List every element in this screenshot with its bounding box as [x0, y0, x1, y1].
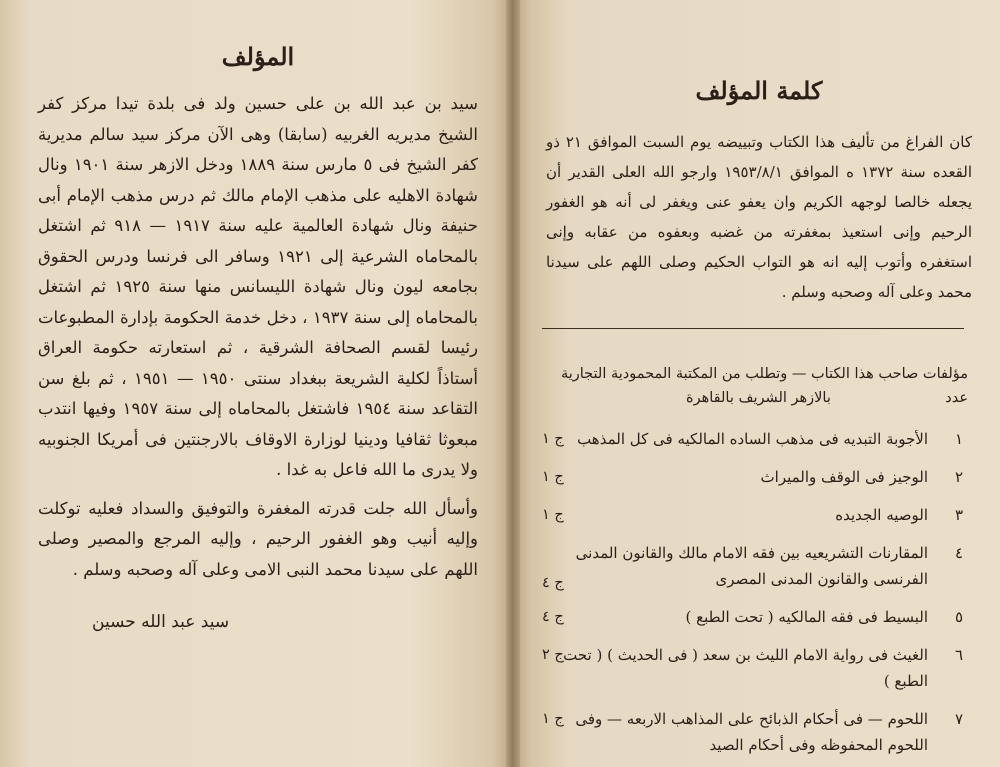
right-page-heading: كلمة المؤلف [695, 76, 823, 105]
list-item [536, 636, 968, 700]
author-signature: سيد عبد الله حسين [92, 612, 230, 632]
work-number: ٧ [954, 710, 964, 728]
book-gutter [506, 0, 520, 767]
work-volumes: ج ١ [542, 469, 564, 485]
work-volumes: ج ٢ [542, 647, 564, 663]
works-intro-line1: مؤلفات صاحب هذا الكتاب — وتطلب من المكتبة المحمودية التجارية [560, 366, 968, 382]
list-item [536, 598, 968, 636]
work-title: الأجوبة التبديه فى مذهب الساده المالكيه فى كل المذهب [577, 430, 928, 448]
list-item [536, 496, 968, 534]
work-volumes: ج ١ [542, 711, 564, 727]
work-title: المقارنات التشريعيه بين فقه الامام مالك والقانون المدنى الفرنسى والقانون المدنى المصرى [575, 544, 928, 588]
author-biography [38, 89, 478, 585]
work-number: ١ [954, 430, 964, 448]
list-item [536, 534, 968, 598]
works-list-section [536, 362, 968, 764]
work-volumes: ج ١ [542, 431, 564, 447]
works-intro-row [536, 386, 968, 410]
list-item [536, 420, 968, 458]
work-number: ٢ [954, 468, 964, 486]
works-intro-line2: بالازهر الشريف بالقاهرة [686, 390, 831, 406]
work-volumes: ج ٤ [542, 575, 564, 591]
works-intro [536, 362, 968, 410]
work-title: الوصيه الجديده [835, 506, 928, 524]
work-number: ٣ [954, 506, 964, 524]
list-item [536, 700, 968, 764]
work-number: ٥ [954, 608, 964, 626]
work-volumes: ج ٤ [542, 609, 564, 625]
work-title: الغيث فى رواية الامام الليث بن سعد ( فى الحديث ) ( تحت الطبع ) [563, 646, 928, 690]
author-word [546, 127, 972, 307]
author-word-paragraph: كان الفراغ من تأليف هذا الكتاب وتبييضه يوم السبت الموافق ٢١ ذو القعده سنة ١٣٧٢ ه الموافق ١٩٥٣/٨/١ وارجو الله العلى القدير أن يجعله خالصا لوجهه الكريم وان يعفو عنى ويغفر لى أنه هو الغفور الرحيم وإنى استعيذ بمغفرته من غضبه وبعفوه من عقابه وإنى استغفره وأتوب إليه انه هو التواب الحكيم وصلى اللهم على سيدنا محمد وعلى آله وصحبه وسلم . [546, 133, 973, 301]
biography-paragraph: سيد بن عبد الله بن على حسين ولد فى بلدة تيدا مركز كفر الشيخ مديريه الغربيه (سابقا) وهى الآن مركز سيد سالم مديرية كفر الشيخ فى ٥ مارس سنة ١٨٨٩ ودخل الازهر سنة ١٩٠١ ونال شهادة الاهليه على مذهب الإمام مالك ثم درس مذهب الإمام أبى حنيفة ونال شهادة العالمية عليه سنة ١٩١٧ — ٩١٨ ثم اشتغل بالمحاماه الشرعية إلى ١٩٢١ وسافر الى فرنسا ودرس الحقوق بجامعه ليون ونال شهادة الليسانس منها سنة ١٩٢٥ ثم اشتغل بالمحاماه إلى سنة ١٩٣٧ ، دخل خدمة الحكومة بإدارة المطبوعات رئيسا لقسم الصحافة الشرقية ، ثم استعارته حكومة العراق أستاذاً لكلية الشريعة ببغداد سنتى ١٩٥٠ — ١٩٥١ ، ثم بلغ سن التقاعد سنة ١٩٥٤ فاشتغل بالمحاماه إلى سنة ١٩٥٧ وفيها انتدب مبعوثا ثقافيا ودينيا لوزارة الاوقاف بالارجنتين فى أمريكا الجنوبيه ولا يدرى ما الله فاعل به غدا . [38, 94, 478, 479]
list-item [536, 458, 968, 496]
work-title: البسيط فى فقه المالكيه ( تحت الطبع ) [685, 608, 928, 626]
work-number: ٦ [954, 646, 964, 664]
work-title: اللحوم — فى أحكام الذبائح على المذاهب الاربعه — وفى اللحوم المحفوظه وفى أحكام الصيد [575, 710, 928, 754]
closing-prayer-paragraph: وأسأل الله جلت قدرته المغفرة والتوفيق والسداد فعليه توكلت وإليه أنيب وهو الغفور الرحيم ، وإليه المرجع والمصير وصلى اللهم على سيدنا محمد النبى الامى وعلى آله وصحبه وسلم . [38, 498, 478, 579]
count-label: عدد [945, 390, 968, 406]
work-number: ٤ [954, 544, 964, 562]
work-volumes: ج ١ [542, 507, 564, 523]
work-title: الوجيز فى الوقف والميراث [760, 468, 928, 486]
works-list [536, 420, 968, 764]
left-page-heading: المؤلف [221, 42, 295, 71]
section-divider [542, 328, 964, 329]
